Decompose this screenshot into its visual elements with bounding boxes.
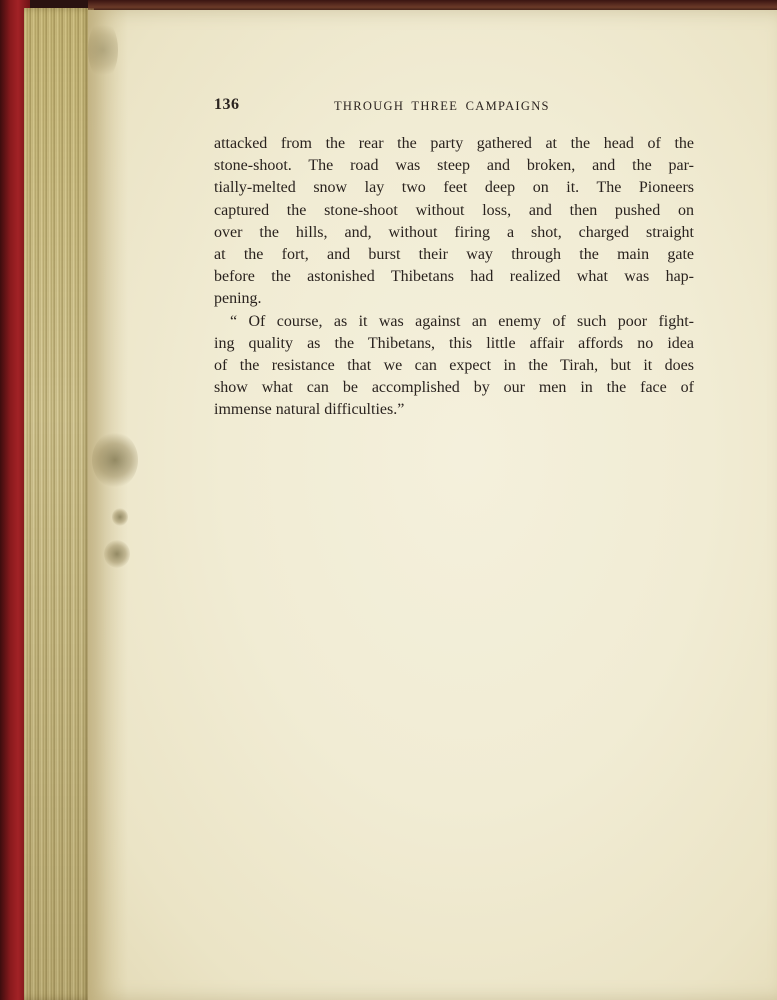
running-head	[214, 96, 694, 120]
foxing-stain-large	[92, 432, 138, 488]
text-line: before the astonished Thibetans had realized what was hap-	[214, 268, 694, 286]
paragraph	[214, 311, 694, 422]
text-line: ing quality as the Thibetans, this little affair affords no idea	[214, 334, 694, 352]
text-line: tially-melted snow lay two feet deep on it. The Pioneers	[214, 179, 694, 197]
page-edges-tint	[24, 8, 94, 1000]
text-line: over the hills, and, without firing a shot, charged straight	[214, 223, 694, 241]
body-text	[214, 133, 694, 421]
text-line: show what can be accomplished by our men in the face of	[214, 379, 694, 397]
foxing-stain-top	[88, 20, 118, 80]
text-line: at the fort, and burst their way through the main gate	[214, 245, 694, 263]
gutter-shadow	[88, 10, 128, 1000]
paragraph	[214, 133, 694, 311]
text-line: of the resistance that we can expect in the Tirah, but it does	[214, 356, 694, 374]
page-number: 136	[214, 96, 240, 113]
foxing-stain-medium	[104, 540, 130, 568]
running-title: THROUGH THREE CAMPAIGNS	[334, 99, 550, 113]
text-line: immense natural difficulties.”	[214, 401, 405, 419]
text-line: stone-shoot. The road was steep and broken, and the par-	[214, 157, 694, 175]
text-line: captured the stone-shoot without loss, and then pushed on	[214, 201, 694, 219]
text-line: attacked from the rear the party gathered at the head of the	[214, 135, 694, 152]
text-line: pening.	[214, 290, 262, 308]
text-line: “ Of course, as it was against an enemy of such poor fight-	[230, 312, 694, 330]
foxing-stain-small	[112, 508, 128, 526]
